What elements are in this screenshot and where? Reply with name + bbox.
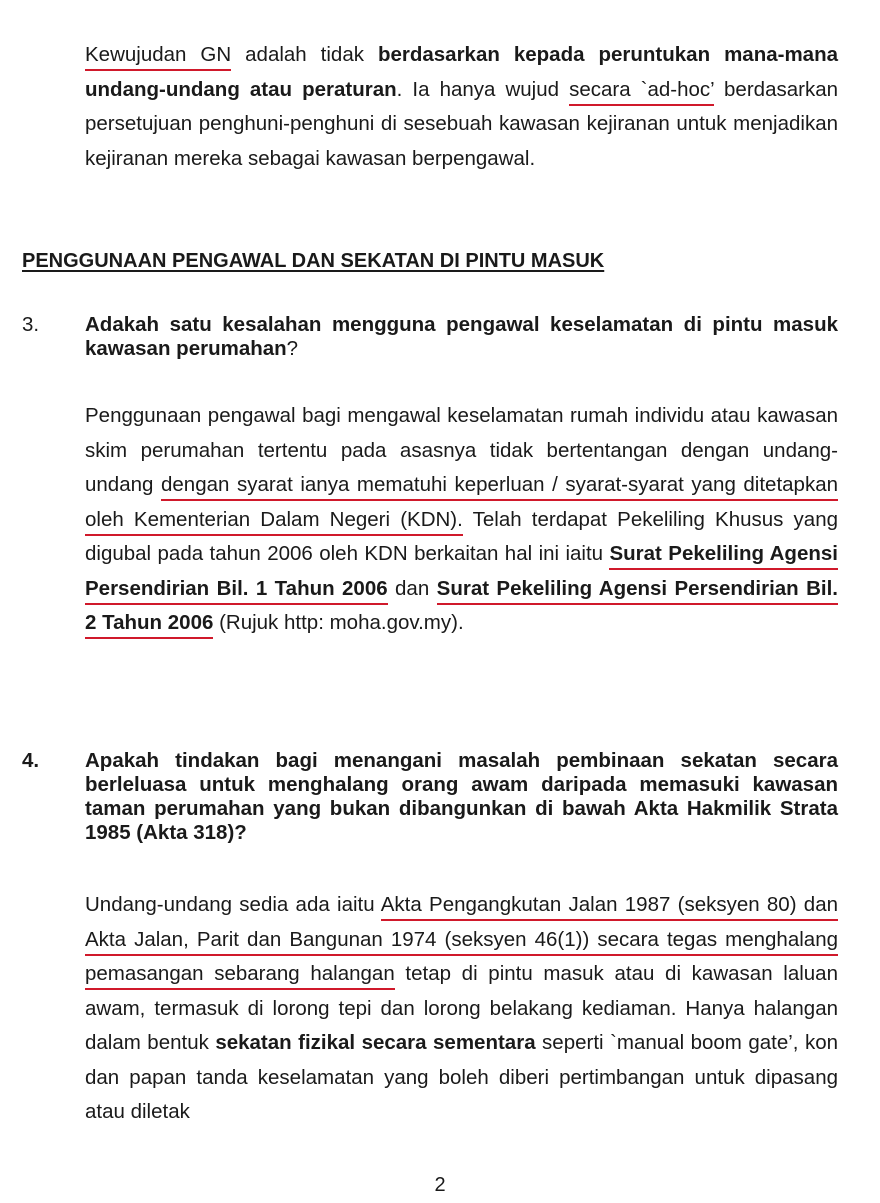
highlight-kewujudan-gn: Kewujudan GN [85, 43, 231, 71]
highlight-ad-hoc: secara `ad-hoc’ [569, 78, 714, 106]
question-4-number: 4. [22, 749, 40, 772]
highlight-pekeliling-bil-2: Surat Pekeliling Agensi Persendirian Bil. 2 Tahun 2006 [85, 577, 838, 640]
answer-3-paragraph: Penggunaan pengawal bagi mengawal keselamatan rumah individu atau kawasan skim perumahan tertentu pada asasnya tidak bertentangan dengan undang-undang dengan syarat ianya mematuhi keperluan / syarat-syarat yang ditetapkan oleh Kementerian Dalam Negeri (KDN). Telah terdapat Pekeliling Khusus yang digubal pada tahun 2006 oleh KDN berkaitan hal ini iaitu Surat Pekeliling Agensi Persendirian Bil. 1 Tahun 2006 dan Surat Pekeliling Agensi Persendirian Bil. 2 Tahun 2006 (Rujuk http: moha.gov.my). [85, 399, 838, 641]
intro-paragraph: Kewujudan GN adalah tidak berdasarkan kepada peruntukan mana-mana undang-undang atau peraturan. Ia hanya wujud secara `ad-hoc’ berdasarkan persetujuan penghuni-penghuni di sesebuah kawasan kejiranan untuk menjadikan kejiranan mereka sebagai kawasan berpengawal. [85, 43, 838, 170]
bold-phrase-sekatan-fizikal: sekatan fizikal secara sementara [215, 1031, 536, 1054]
page-number: 2 [434, 1174, 446, 1196]
highlight-syarat-kdn: dengan syarat ianya mematuhi keperluan / syarat-syarat yang ditetapkan oleh Kementerian Dalam Negeri (KDN). [85, 473, 838, 536]
question-4-text: Apakah tindakan bagi menangani masalah pembinaan sekatan secara berleluasa untuk menghalang orang awam daripada memasuki kawasan taman perumahan yang bukan dibangunkan di bawah Akta Hakmilik Strata 1985 (Akta 318)? [85, 749, 838, 844]
section-heading: PENGGUNAAN PENGAWAL DAN SEKATAN DI PINTU MASUK [22, 250, 605, 272]
question-3-number: 3. [22, 313, 40, 336]
highlight-pekeliling-bil-1: Surat Pekeliling Agensi Persendirian Bil. 1 Tahun 2006 [85, 542, 838, 605]
bold-phrase-peruntukan: berdasarkan kepada peruntukan mana-mana undang-undang atau peraturan [85, 43, 838, 101]
answer-4-paragraph: Undang-undang sedia ada iaitu Akta Pengangkutan Jalan 1987 (seksyen 80) dan Akta Jalan, Parit dan Bangunan 1974 (seksyen 46(1)) secara tegas menghalang pemasangan sebarang halangan tetap di pintu masuk atau di kawasan laluan awam, termasuk di lorong tepi dan lorong belakang kediaman. Hanya halangan dalam bentuk sekatan fizikal secara sementara seperti `manual boom gate’, kon dan papan tanda keselamatan yang boleh diberi pertimbangan untuk dipasang atau diletak [85, 893, 838, 1123]
highlight-akta-jalan: Akta Pengangkutan Jalan 1987 (seksyen 80) dan Akta Jalan, Parit dan Bangunan 1974 (seksyen 46(1)) secara tegas menghalang pemasangan sebarang halangan [85, 893, 838, 990]
question-3-text: Adakah satu kesalahan mengguna pengawal keselamatan di pintu masuk kawasan perumahan? [85, 313, 838, 360]
